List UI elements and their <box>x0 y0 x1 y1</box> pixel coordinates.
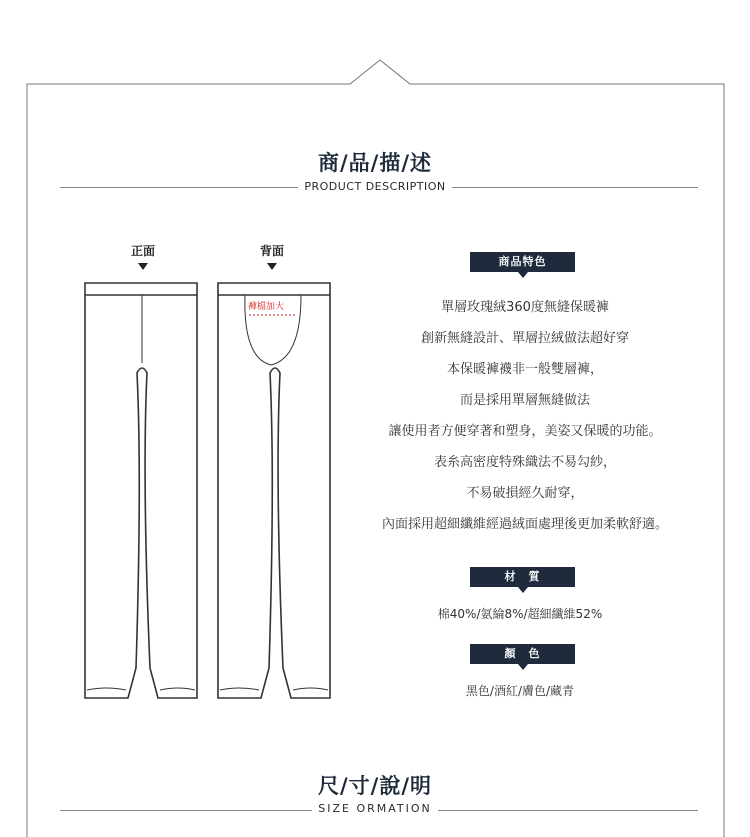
front-tights-drawing <box>85 283 197 698</box>
feature-line: 讓使用者方便穿著和塑身，美姿又保暖的功能。 <box>388 424 662 439</box>
section-title-size: 尺/寸/說/明 <box>317 774 432 798</box>
back-arrow-icon <box>267 263 277 270</box>
back-view-label: 背面 <box>259 244 284 258</box>
section-subtitle-description: PRODUCT DESCRIPTION <box>0 180 750 193</box>
feature-line: 而是採用單層無縫做法 <box>459 393 590 408</box>
features-description <box>340 292 710 540</box>
section-title-description: 商/品/描/述 <box>317 151 432 175</box>
crotch-enlarged-label: 褲檔加大 <box>248 302 285 312</box>
color-tag: 顏 色 <box>470 644 575 664</box>
feature-line: 不易破損經久耐穿， <box>466 486 584 501</box>
color-value: 黑色/酒紅/膚色/藏青 <box>465 684 575 698</box>
feature-line: 內面採用超細纖維經過絨面處理後更加柔軟舒適。 <box>381 517 668 532</box>
front-arrow-icon <box>138 263 148 270</box>
feature-line: 表糸高密度特殊織法不易勾紗， <box>433 455 616 470</box>
features-tag: 商品特色 <box>470 252 575 272</box>
front-view-label: 正面 <box>130 244 155 258</box>
feature-line: 創新無縫設計、單層拉絨做法超好穿 <box>420 331 629 346</box>
material-value: 棉40%/氨綸8%/超細纖維52% <box>437 607 603 621</box>
section-subtitle-size: SIZE ORMATION <box>0 802 750 815</box>
feature-line: 本保暖褲襪非一般雙層褲， <box>446 362 603 377</box>
feature-line: 單層玫瑰絨360度無縫保暖褲 <box>441 300 609 315</box>
back-tights-drawing <box>218 283 330 698</box>
material-tag: 材 質 <box>470 567 575 587</box>
tights-diagram <box>80 278 340 708</box>
